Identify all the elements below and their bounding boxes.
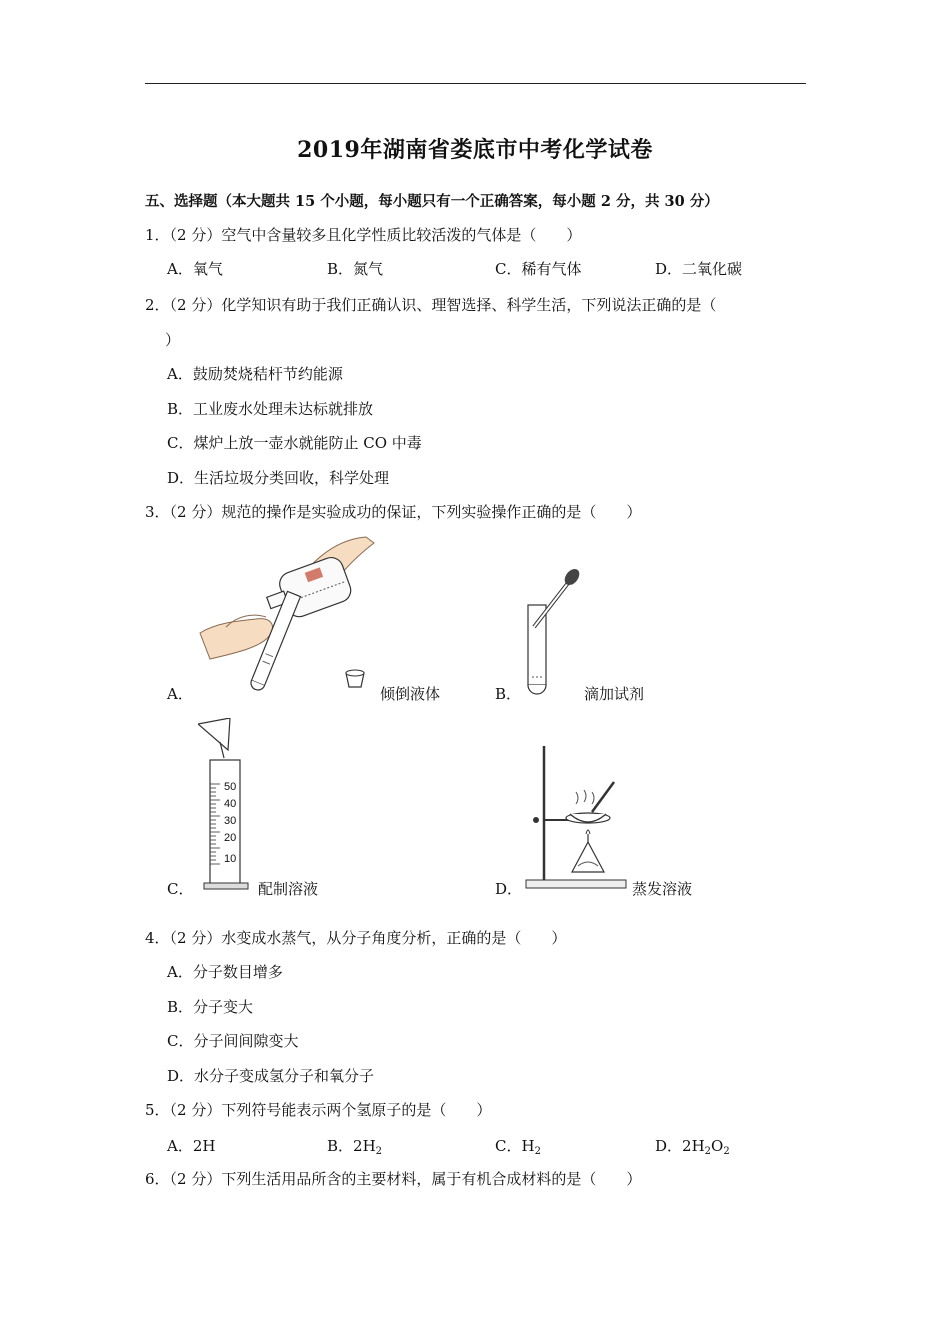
question-5-stem: 5．（2 分）下列符号能表示两个氢原子的是（ ） [145, 1101, 492, 1119]
dropper-test-tube-illustration [520, 565, 590, 700]
question-1-stem: 1．（2 分）空气中含量较多且化学性质比较活泼的气体是（ ） [145, 226, 582, 244]
question-4-option-d: D．水分子变成氢分子和氧分子 [167, 1067, 375, 1085]
question-4-option-c: C．分子间间隙变大 [167, 1032, 299, 1050]
question-2-option-c: C．煤炉上放一壶水就能防止 CO 中毒 [167, 434, 422, 452]
question-4-option-b: B．分子变大 [167, 998, 254, 1016]
graduated-cylinder-illustration [198, 718, 260, 893]
question-1-option-c: C．稀有气体 [495, 260, 582, 278]
question-1-option-d: D．二氧化碳 [655, 260, 743, 278]
question-3-option-d: D． [495, 880, 523, 898]
header-rule [145, 83, 806, 84]
cylinder-tick-20: 20 [224, 832, 237, 844]
cylinder-tick-30: 30 [224, 815, 237, 827]
caption-add-reagent: 滴加试剂 [584, 685, 645, 703]
question-3-stem: 3．（2 分）规范的操作是实验成功的保证，下列实验操作正确的是（ ） [145, 503, 642, 521]
caption-evaporate-solution: 蒸发溶液 [632, 880, 693, 898]
question-1-option-b: B．氮气 [327, 260, 384, 278]
question-2-option-a: A．鼓励焚烧秸杆节约能源 [167, 365, 343, 383]
cylinder-tick-10: 10 [224, 853, 237, 865]
question-5-option-d: D．$2H_2O_2$ [655, 1137, 730, 1157]
question-5-option-c: C．$H_2$ [495, 1137, 541, 1157]
question-2-option-d: D．生活垃圾分类回收，科学处理 [167, 469, 390, 487]
question-1-option-a: A．氧气 [167, 260, 223, 278]
question-2-stem: 2．（2 分）化学知识有助于我们正确认识、理智选择、科学生活，下列说法正确的是（ [145, 296, 717, 314]
question-3-option-b: B． [495, 685, 522, 703]
cylinder-tick-40: 40 [224, 798, 237, 810]
caption-prepare-solution: 配制溶液 [258, 880, 319, 898]
question-2-stem-continuation: ） [165, 331, 181, 349]
page-title: 2019年湖南省娄底市中考化学试卷 [297, 137, 653, 163]
question-3-option-a: A． [167, 685, 193, 703]
section-heading: 五、选择题（本大题共 15 个小题，每小题只有一个正确答案，每小题 2 分，共 30 分） [145, 193, 719, 210]
question-4-option-a: A．分子数目增多 [167, 963, 283, 981]
pouring-liquid-illustration [196, 533, 378, 703]
question-5-option-b: B．$2H_2$ [327, 1137, 383, 1157]
question-4-stem: 4．（2 分）水变成水蒸气，从分子角度分析，正确的是（ ） [145, 929, 567, 947]
question-5-option-a: A．2H [167, 1137, 216, 1155]
cylinder-tick-50: 50 [224, 781, 237, 793]
caption-pour-liquid: 倾倒液体 [380, 685, 441, 703]
question-2-option-b: B．工业废水处理未达标就排放 [167, 400, 374, 418]
question-6-stem: 6．（2 分）下列生活用品所含的主要材料，属于有机合成材料的是（ ） [145, 1170, 642, 1188]
evaporation-setup-illustration [522, 742, 630, 892]
question-3-option-c: C． [167, 880, 194, 898]
